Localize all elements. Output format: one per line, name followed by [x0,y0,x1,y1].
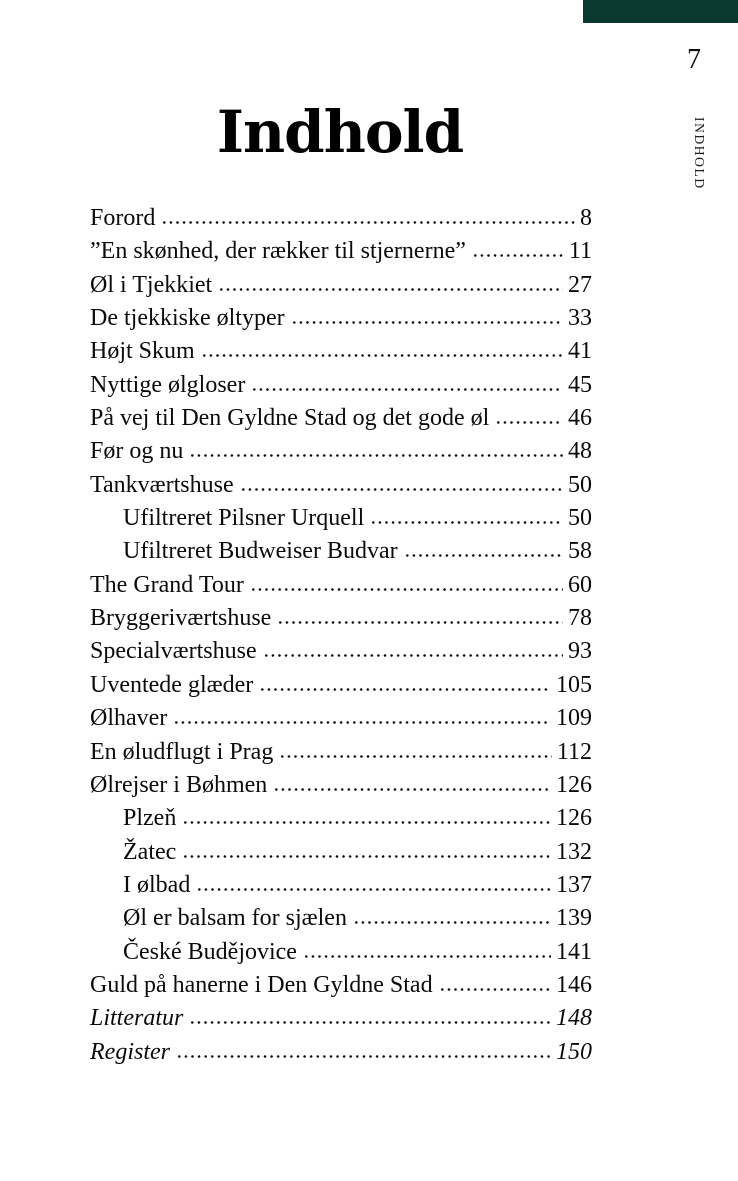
toc-entry-page: 33 [568,305,592,332]
toc-entry [90,936,592,969]
page-title: Indhold [216,98,464,166]
toc-entry-label: Bryggeriværtshuse [90,605,272,632]
toc-entry [90,469,592,502]
running-head-vertical: INDHOLD [692,117,707,190]
toc-entry-label: Øl i Tjekkiet [90,271,213,298]
toc-entry-page: 50 [568,505,592,532]
toc-entry [90,635,592,668]
toc-entry-label: České Budějovice [123,938,297,965]
toc-entry [90,502,592,535]
toc-entry-page: 78 [568,605,592,632]
toc-entry-label: Ølrejser i Bøhmen [90,771,268,798]
toc-leader-dots [353,920,551,925]
toc-entry-page: 27 [568,271,592,298]
toc-entry-label: Specialværtshuse [90,638,257,665]
toc-entry [90,535,592,568]
toc-entry [90,669,592,702]
toc-entry [90,269,592,302]
toc-leader-dots [291,320,563,325]
toc-entry-page: 109 [556,705,592,732]
toc-entry [90,769,592,802]
toc-leader-dots [189,453,563,458]
toc-entry-label: En øludflugt i Prag [90,738,274,765]
toc-entry [90,1036,592,1069]
toc-leader-dots [201,353,563,358]
toc-leader-dots [196,887,551,892]
toc-list [90,202,592,1069]
toc-entry-page: 8 [580,205,592,231]
toc-leader-dots [218,287,563,292]
toc-entry-page: 126 [556,805,592,832]
toc-leader-dots [472,253,564,258]
corner-accent-bar [583,0,738,23]
toc-entry-page: 11 [568,238,592,265]
toc-entry-page: 50 [568,471,592,498]
toc-entry [90,202,592,235]
toc-entry [90,802,592,835]
toc-entry-label: Ufiltreret Budweiser Budvar [123,538,398,565]
toc-leader-dots [173,720,551,725]
toc-entry-page: 93 [568,638,592,665]
toc-leader-dots [182,854,551,859]
toc-entry [90,235,592,268]
toc-entry-label: ”En skønhed, der rækker til stjernerne” [90,238,466,265]
toc-entry-label: På vej til Den Gyldne Stad og det gode øl [90,405,490,432]
toc-entry-page: 105 [556,671,592,698]
toc-entry [90,369,592,402]
toc-leader-dots [439,987,551,992]
toc-entry-page: 41 [568,338,592,365]
toc-entry-page: 146 [556,971,592,998]
toc-entry-label: I ølbad [123,871,191,898]
toc-entry-page: 60 [568,571,592,598]
toc-entry [90,569,592,602]
toc-entry-label: Højt Skum [90,338,195,365]
toc-entry-page: 148 [556,1005,592,1032]
toc-entry [90,1002,592,1035]
toc-leader-dots [404,553,563,558]
toc-leader-dots [176,1054,551,1059]
toc-entry-page: 48 [568,438,592,465]
toc-entry [90,435,592,468]
toc-entry-label: Litteratur [90,1005,184,1032]
toc-entry [90,602,592,635]
toc-leader-dots [250,587,563,592]
toc-entry-page: 139 [556,905,592,932]
toc-entry-label: Tankværtshuse [90,471,234,498]
toc-entry [90,736,592,769]
toc-entry-label: Ufiltreret Pilsner Urquell [123,505,365,532]
toc-leader-dots [189,1020,551,1025]
toc-entry-page: 112 [556,738,592,765]
toc-entry-label: Øl er balsam for sjælen [123,905,347,932]
toc-entry [90,402,592,435]
toc-entry-label: Forord [90,205,156,231]
toc-entry-label: Før og nu [90,438,184,465]
toc-entry-page: 58 [568,538,592,565]
toc-leader-dots [263,653,563,658]
page-number: 7 [687,44,701,75]
toc-entry [90,869,592,902]
toc-leader-dots [161,220,575,225]
toc-entry-label: The Grand Tour [90,571,244,598]
toc-entry-label: Plzeň [123,805,177,832]
toc-leader-dots [251,387,563,392]
toc-entry [90,702,592,735]
toc-entry-page: 132 [556,838,592,865]
toc-entry [90,836,592,869]
toc-leader-dots [182,820,551,825]
toc-entry-label: Nyttige ølgloser [90,371,246,398]
toc-entry-page: 46 [568,405,592,432]
toc-entry-label: Register [90,1038,170,1065]
toc-leader-dots [259,687,551,692]
toc-entry-label: Guld på hanerne i Den Gyldne Stad [90,971,433,998]
toc-entry [90,302,592,335]
toc-leader-dots [240,487,563,492]
toc-entry-page: 141 [556,938,592,965]
toc-entry-page: 126 [556,771,592,798]
toc-entry-label: De tjekkiske øltyper [90,305,285,332]
toc-leader-dots [273,787,551,792]
toc-entry-page: 137 [556,871,592,898]
toc-entry [90,969,592,1002]
toc-leader-dots [495,420,563,425]
toc-leader-dots [277,620,563,625]
toc-leader-dots [370,520,563,525]
toc-leader-dots [279,754,552,759]
toc-entry-label: Ølhaver [90,705,168,732]
toc-entry-page: 150 [556,1038,592,1065]
toc-entry-page: 45 [568,371,592,398]
toc-entry-label: Žatec [123,838,177,865]
toc-leader-dots [303,954,551,959]
toc-entry-label: Uventede glæder [90,671,254,698]
toc-entry [90,902,592,935]
toc-entry [90,335,592,368]
